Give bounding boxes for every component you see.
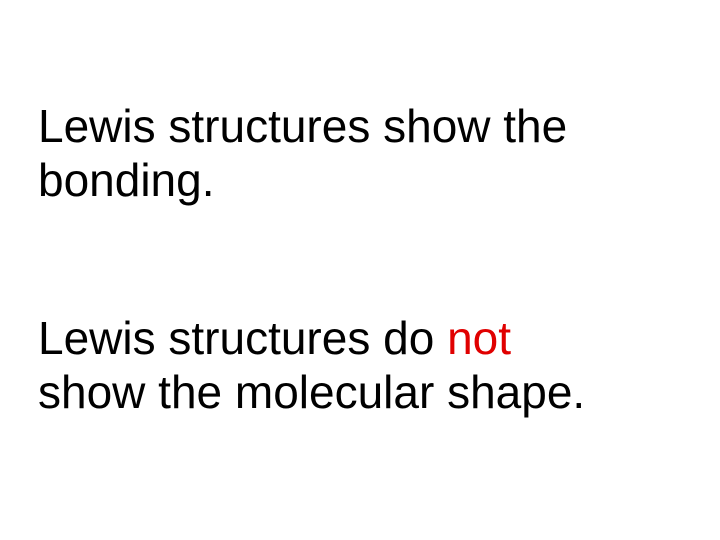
statement-shape-line-1 xyxy=(38,311,698,365)
emphasis-not: not xyxy=(447,312,512,364)
statement-shape-text: Lewis structures do xyxy=(38,312,448,364)
statement-shape-line-2: show the molecular shape. xyxy=(38,366,586,418)
statement-bonding xyxy=(38,99,698,207)
statement-shape xyxy=(38,311,698,419)
statement-bonding-line-2: bonding. xyxy=(38,154,215,206)
statement-bonding-line-1: Lewis structures show the xyxy=(38,100,568,152)
